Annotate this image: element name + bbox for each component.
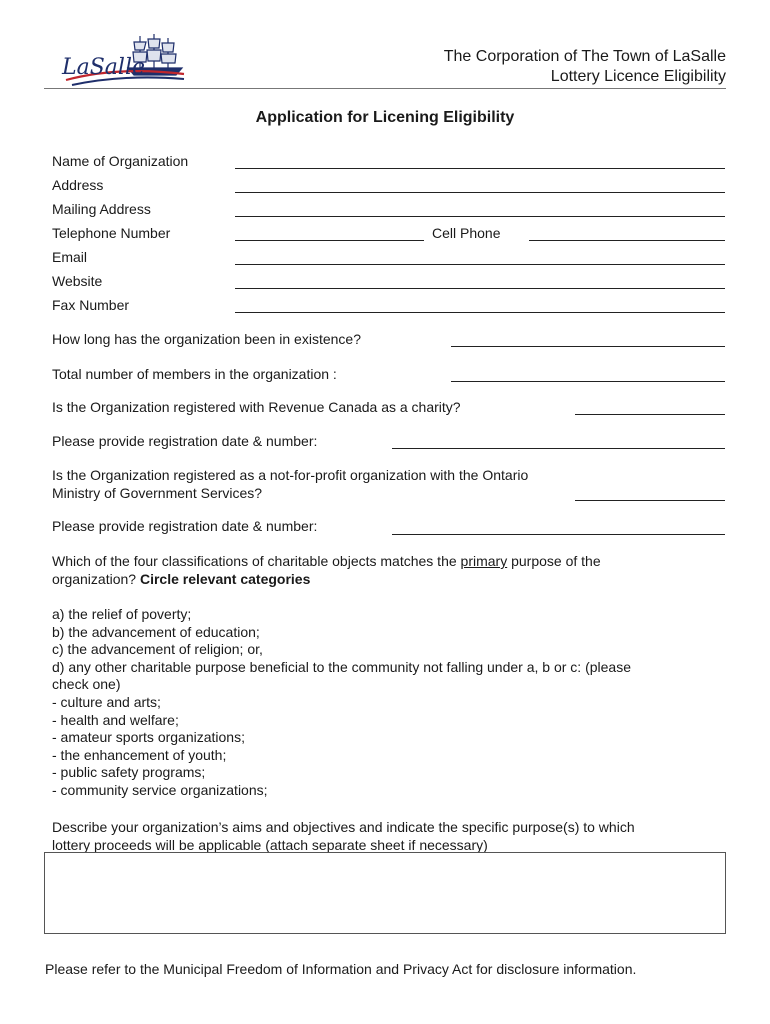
existence-field[interactable] bbox=[451, 346, 725, 347]
logo-text: LaSalle bbox=[62, 55, 146, 80]
corporation-name: The Corporation of The Town of LaSalle bbox=[443, 48, 726, 65]
aims-line-2: lottery proceeds will be applicable (attach separate sheet if necessary) bbox=[52, 837, 488, 853]
not-for-profit-question bbox=[52, 466, 712, 502]
aims-instruction bbox=[52, 818, 712, 854]
existence-question: How long has the organization been in existence? bbox=[52, 331, 361, 347]
mailing-address-label: Mailing Address bbox=[52, 201, 151, 217]
name-label: Name of Organization bbox=[52, 153, 189, 169]
primary-underlined: primary bbox=[460, 553, 508, 569]
email-field[interactable] bbox=[235, 264, 725, 265]
header-divider bbox=[44, 88, 726, 89]
document-subtitle: Lottery Licence Eligibility bbox=[550, 68, 726, 85]
classification-text-2: purpose of the bbox=[507, 553, 601, 569]
lasalle-logo bbox=[58, 30, 188, 92]
category-list bbox=[52, 606, 722, 800]
category-item[interactable]: b) the advancement of education; bbox=[52, 623, 260, 640]
category-item[interactable]: - the enhancement of youth; bbox=[52, 746, 227, 763]
website-label: Website bbox=[52, 273, 103, 289]
charity-field[interactable] bbox=[575, 414, 725, 415]
registration-question-1: Please provide registration date & number: bbox=[52, 433, 318, 449]
classification-question bbox=[52, 552, 712, 588]
not-for-profit-field[interactable] bbox=[575, 500, 725, 501]
nfp-question-line-2: Ministry of Government Services? bbox=[52, 485, 263, 501]
aims-line-1: Describe your organization’s aims and objectives and indicate the specific purpose(s) to which bbox=[52, 819, 635, 835]
website-field[interactable] bbox=[235, 288, 725, 289]
telephone-field[interactable] bbox=[235, 240, 424, 241]
category-item[interactable]: - health and welfare; bbox=[52, 711, 179, 728]
fax-label: Fax Number bbox=[52, 297, 130, 313]
header-title-block bbox=[444, 47, 726, 87]
nfp-question-line-1: Is the Organization registered as a not-for-profit organization with the Ontario bbox=[52, 467, 529, 483]
mailing-address-field[interactable] bbox=[235, 216, 725, 217]
members-field[interactable] bbox=[451, 381, 725, 382]
registration-question-2: Please provide registration date & number: bbox=[52, 518, 318, 534]
category-item[interactable]: - community service organizations; bbox=[52, 781, 268, 798]
cell-phone-field[interactable] bbox=[529, 240, 725, 241]
circle-categories-instruction: Circle relevant categories bbox=[139, 571, 311, 587]
category-item[interactable]: c) the advancement of religion; or, bbox=[52, 641, 263, 658]
registration-field-1[interactable] bbox=[392, 448, 725, 449]
category-item[interactable]: - public safety programs; bbox=[52, 764, 206, 781]
form-title: Application for Licening Eligibility bbox=[255, 109, 515, 126]
classification-text-3: organization? bbox=[52, 571, 140, 587]
fax-field[interactable] bbox=[235, 312, 725, 313]
category-item[interactable]: d) any other charitable purpose beneficial to the community not falling under a, b or c: (please bbox=[52, 658, 631, 675]
name-field[interactable] bbox=[235, 168, 725, 169]
category-item[interactable]: - culture and arts; bbox=[52, 693, 161, 710]
email-label: Email bbox=[52, 249, 88, 265]
address-label: Address bbox=[52, 177, 104, 193]
charity-question: Is the Organization registered with Revenue Canada as a charity? bbox=[52, 399, 461, 415]
registration-field-2[interactable] bbox=[392, 534, 725, 535]
telephone-label: Telephone Number bbox=[52, 225, 171, 241]
category-item[interactable]: a) the relief of poverty; bbox=[52, 606, 192, 622]
aims-textarea[interactable] bbox=[44, 852, 726, 934]
cell-phone-label: Cell Phone bbox=[432, 225, 501, 241]
category-item[interactable]: - amateur sports organizations; bbox=[52, 729, 245, 746]
privacy-footer: Please refer to the Municipal Freedom of Information and Privacy Act for disclosure information. bbox=[45, 961, 637, 977]
category-item: check one) bbox=[52, 676, 121, 693]
address-field[interactable] bbox=[235, 192, 725, 193]
members-question: Total number of members in the organization : bbox=[52, 366, 337, 382]
classification-text-1: Which of the four classifications of charitable objects matches the bbox=[52, 553, 461, 569]
